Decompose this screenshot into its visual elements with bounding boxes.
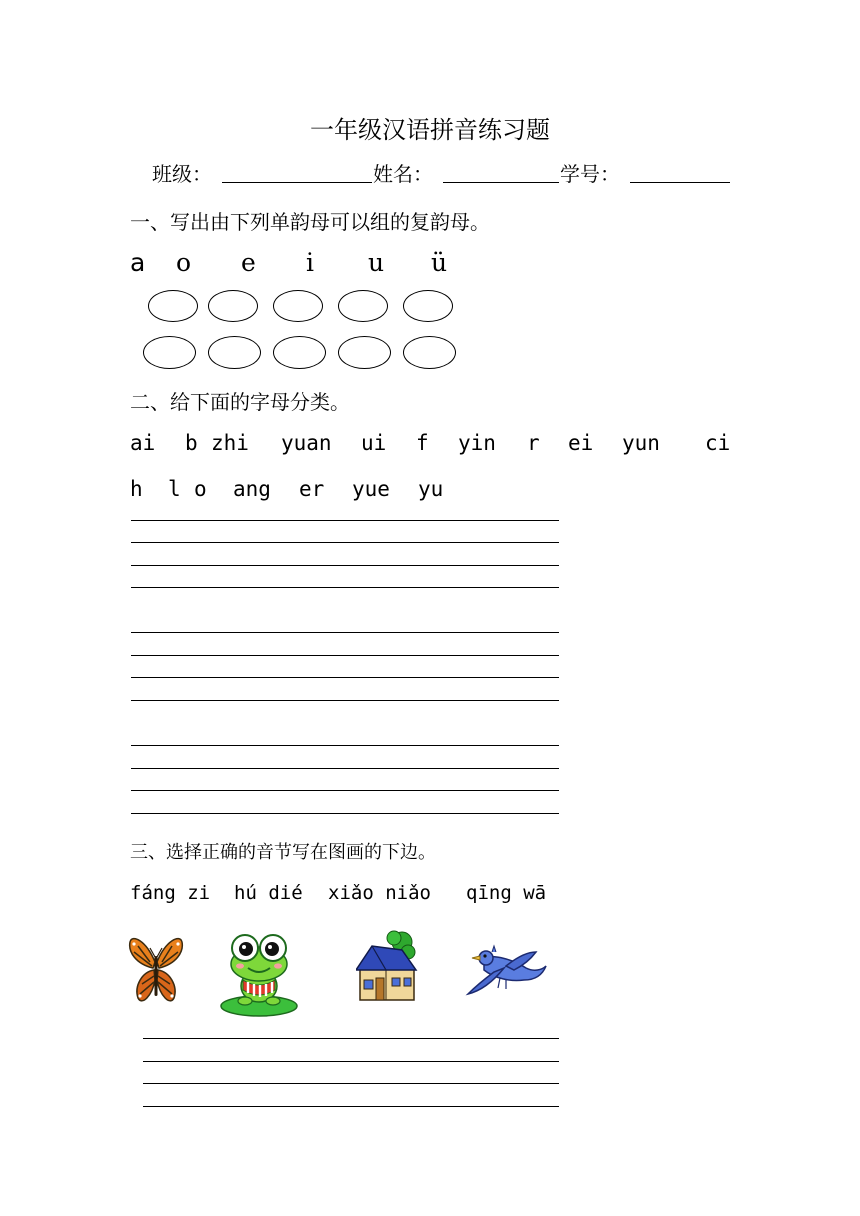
vowel-i: i	[306, 248, 314, 277]
syllable-item: ci	[705, 431, 731, 455]
syllable-item: yu	[418, 477, 444, 501]
class-field[interactable]	[222, 182, 372, 183]
writing-line[interactable]	[143, 1038, 559, 1039]
writing-line[interactable]	[131, 813, 559, 814]
class-label: 班级：	[152, 162, 212, 186]
syllable-item: h	[130, 477, 143, 501]
answer-oval[interactable]	[403, 336, 456, 369]
section2-heading: 二、给下面的字母分类。	[130, 390, 350, 414]
bird-picture	[464, 944, 548, 1002]
answer-oval[interactable]	[273, 336, 326, 369]
number-field[interactable]	[630, 182, 730, 183]
name-field[interactable]	[443, 182, 559, 183]
syllable-item: o	[194, 477, 207, 501]
writing-line[interactable]	[131, 542, 559, 543]
vowel-o: o	[176, 248, 192, 277]
butterfly-picture	[128, 932, 184, 1006]
frog-picture	[220, 930, 298, 1018]
syllable-item: yuan	[281, 431, 332, 455]
writing-line[interactable]	[131, 587, 559, 588]
writing-line[interactable]	[131, 745, 559, 746]
vowel-u: u	[368, 248, 385, 277]
page-title: 一年级汉语拼音练习题	[310, 116, 550, 144]
syllable-item: ui	[361, 431, 387, 455]
syllable-xiao-niao: xiǎo niǎo	[328, 882, 431, 904]
syllable-item: ai	[130, 431, 156, 455]
writing-line[interactable]	[143, 1083, 559, 1084]
writing-line[interactable]	[131, 520, 559, 521]
answer-oval[interactable]	[208, 290, 258, 322]
writing-line[interactable]	[131, 565, 559, 566]
syllable-item: yin	[458, 431, 496, 455]
writing-line[interactable]	[131, 632, 559, 633]
writing-line[interactable]	[131, 677, 559, 678]
syllable-item: l	[168, 477, 181, 501]
vowel-a: a	[130, 248, 146, 277]
syllable-item: yun	[622, 431, 660, 455]
syllable-item: b	[185, 431, 198, 455]
syllable-item: yue	[352, 477, 390, 501]
answer-oval[interactable]	[403, 290, 453, 322]
writing-line[interactable]	[131, 768, 559, 769]
section1-heading: 一、写出由下列单韵母可以组的复韵母。	[130, 210, 490, 234]
number-label: 学号：	[560, 162, 620, 186]
syllable-item: zhi	[211, 431, 249, 455]
syllable-hu-die: hú dié	[234, 882, 303, 904]
syllable-item: ei	[568, 431, 594, 455]
answer-oval[interactable]	[143, 336, 196, 369]
section3-heading: 三、选择正确的音节写在图画的下边。	[130, 842, 436, 863]
name-label: 姓名：	[373, 162, 433, 186]
answer-oval[interactable]	[273, 290, 323, 322]
syllable-item: er	[299, 477, 325, 501]
syllable-fang-zi: fáng zi	[130, 882, 211, 904]
house-picture	[356, 928, 418, 1004]
writing-line[interactable]	[131, 655, 559, 656]
syllable-qing-wa: qīng wā	[466, 882, 547, 904]
writing-line[interactable]	[143, 1061, 559, 1062]
answer-oval[interactable]	[208, 336, 261, 369]
writing-line[interactable]	[131, 700, 559, 701]
answer-oval[interactable]	[338, 290, 388, 322]
writing-line[interactable]	[143, 1106, 559, 1107]
vowel-u-umlaut: ü	[431, 248, 448, 277]
vowel-e: e	[241, 248, 256, 277]
syllable-item: ang	[233, 477, 271, 501]
syllable-item: r	[527, 431, 540, 455]
answer-oval[interactable]	[338, 336, 391, 369]
answer-oval[interactable]	[148, 290, 198, 322]
writing-line[interactable]	[131, 790, 559, 791]
syllable-item: f	[416, 431, 429, 455]
